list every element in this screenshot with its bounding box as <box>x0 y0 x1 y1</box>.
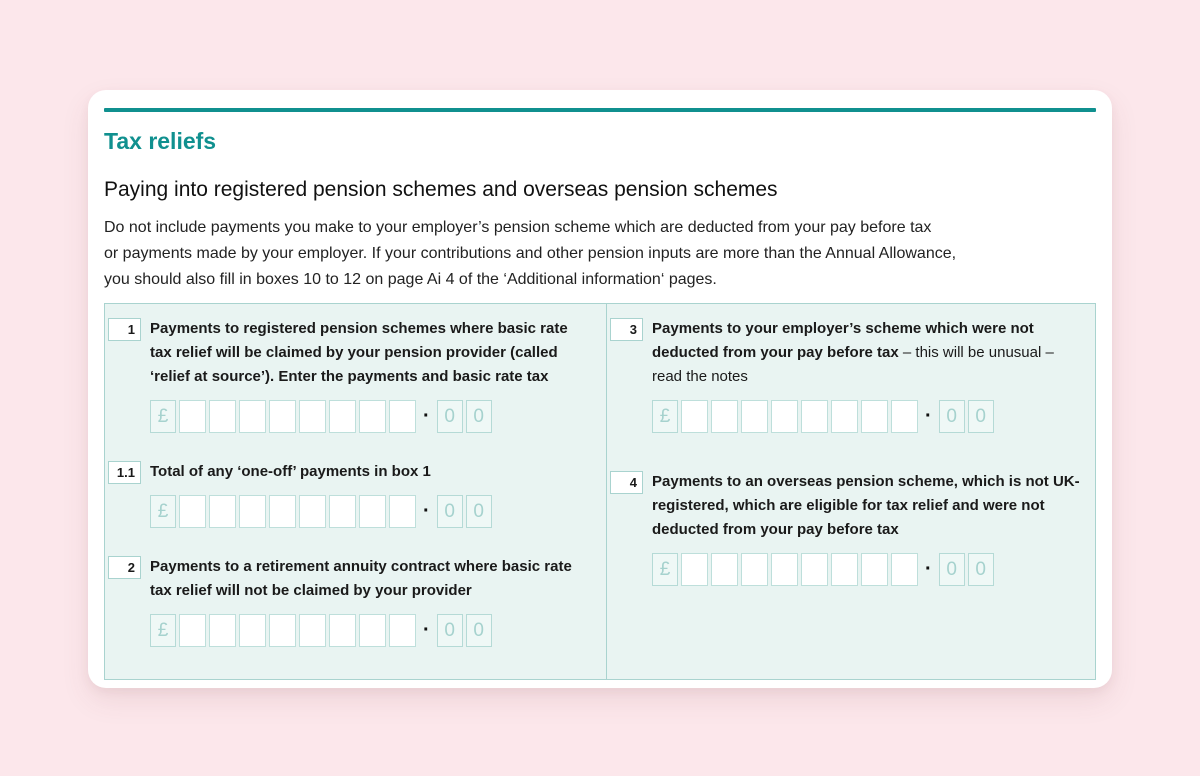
amount-digit-input[interactable] <box>299 614 326 647</box>
pence-zero-cell: 0 <box>939 400 965 433</box>
amount-digit-input[interactable] <box>329 495 356 528</box>
amount-digit-input[interactable] <box>711 400 738 433</box>
box-number-badge: 4 <box>610 471 643 494</box>
form-field-box-1-1 <box>108 460 594 528</box>
amount-digit-input[interactable] <box>299 400 326 433</box>
form-field-box-3 <box>610 317 1083 433</box>
currency-amount-field-box-4 <box>652 553 1083 586</box>
box-number-badge: 2 <box>108 556 141 579</box>
amount-digit-input[interactable] <box>681 400 708 433</box>
amount-digit-input[interactable] <box>741 553 768 586</box>
decimal-point: · <box>925 558 932 580</box>
amount-digit-input[interactable] <box>329 614 356 647</box>
field-label-bold: Payments to an overseas pension scheme, which is not UK-registered, which are eligible for tax relief and were not deducted from your pay before tax <box>652 473 1080 538</box>
field-label <box>652 470 1083 542</box>
pound-symbol: £ <box>652 553 678 586</box>
pence-zero-cell: 0 <box>466 400 492 433</box>
pound-symbol: £ <box>150 495 176 528</box>
accent-rule <box>104 108 1096 112</box>
currency-amount-field-box-1-1 <box>150 495 594 528</box>
form-field-box-2 <box>108 555 594 647</box>
pence-zero-cell: 0 <box>466 614 492 647</box>
form-field-box-4 <box>610 470 1083 586</box>
amount-digit-input[interactable] <box>389 400 416 433</box>
amount-digit-input[interactable] <box>359 400 386 433</box>
amount-digit-input[interactable] <box>801 400 828 433</box>
box-number-badge: 3 <box>610 318 643 341</box>
amount-digit-input[interactable] <box>389 614 416 647</box>
amount-digit-input[interactable] <box>179 614 206 647</box>
form-column-left <box>105 304 606 679</box>
field-label <box>150 555 594 603</box>
amount-digit-input[interactable] <box>771 400 798 433</box>
amount-digit-input[interactable] <box>209 400 236 433</box>
decimal-point: · <box>423 619 430 641</box>
form-field-box-1 <box>108 317 594 433</box>
pence-zero-cell: 0 <box>968 400 994 433</box>
pound-symbol: £ <box>150 614 176 647</box>
amount-digit-input[interactable] <box>359 614 386 647</box>
amount-digit-input[interactable] <box>891 553 918 586</box>
section-subtitle: Paying into registered pension schemes and overseas pension schemes <box>104 178 778 201</box>
pound-symbol: £ <box>150 400 176 433</box>
pence-zero-cell: 0 <box>437 400 463 433</box>
description-line: you should also fill in boxes 10 to 12 on page Ai 4 of the ‘Additional information‘ pages. <box>104 271 717 288</box>
section-description <box>104 215 1096 293</box>
amount-digit-input[interactable] <box>831 553 858 586</box>
description-line: or payments made by your employer. If your contributions and other pension inputs are more than the Annual Allowance, <box>104 245 957 262</box>
currency-amount-field-box-1 <box>150 400 594 433</box>
amount-digit-input[interactable] <box>329 400 356 433</box>
field-label-regular: – this will be unusual – read the notes <box>652 344 1054 385</box>
field-label-bold: Payments to a retirement annuity contract where basic rate tax relief will not be claimed by your provider <box>150 558 572 599</box>
form-card <box>88 90 1112 688</box>
amount-digit-input[interactable] <box>771 553 798 586</box>
field-label <box>652 317 1083 389</box>
form-column-right <box>606 304 1095 679</box>
field-label <box>150 317 594 389</box>
field-label <box>150 460 594 484</box>
amount-digit-input[interactable] <box>179 400 206 433</box>
amount-digit-input[interactable] <box>831 400 858 433</box>
amount-digit-input[interactable] <box>299 495 326 528</box>
amount-digit-input[interactable] <box>239 400 266 433</box>
amount-digit-input[interactable] <box>389 495 416 528</box>
pound-symbol: £ <box>652 400 678 433</box>
box-number-badge: 1.1 <box>108 461 141 484</box>
currency-amount-field-box-3 <box>652 400 1083 433</box>
pence-zero-cell: 0 <box>939 553 965 586</box>
amount-digit-input[interactable] <box>239 614 266 647</box>
tax-relief-form-section <box>104 303 1096 680</box>
amount-digit-input[interactable] <box>861 400 888 433</box>
amount-digit-input[interactable] <box>801 553 828 586</box>
decimal-point: · <box>423 405 430 427</box>
amount-digit-input[interactable] <box>681 553 708 586</box>
decimal-point: · <box>423 500 430 522</box>
pence-zero-cell: 0 <box>466 495 492 528</box>
decimal-point: · <box>925 405 932 427</box>
pence-zero-cell: 0 <box>968 553 994 586</box>
amount-digit-input[interactable] <box>269 495 296 528</box>
pence-zero-cell: 0 <box>437 614 463 647</box>
amount-digit-input[interactable] <box>359 495 386 528</box>
amount-digit-input[interactable] <box>269 614 296 647</box>
amount-digit-input[interactable] <box>239 495 266 528</box>
amount-digit-input[interactable] <box>891 400 918 433</box>
amount-digit-input[interactable] <box>861 553 888 586</box>
box-number-badge: 1 <box>108 318 141 341</box>
amount-digit-input[interactable] <box>209 495 236 528</box>
field-label-bold: Total of any ‘one-off’ payments in box 1 <box>150 463 431 480</box>
pence-zero-cell: 0 <box>437 495 463 528</box>
field-label-bold: Payments to registered pension schemes where basic rate tax relief will be claimed by your pension provider (called ‘relief at source’). Enter the payments and basic rate tax <box>150 320 568 385</box>
amount-digit-input[interactable] <box>209 614 236 647</box>
amount-digit-input[interactable] <box>711 553 738 586</box>
description-line: Do not include payments you make to your employer’s pension scheme which are deducted from your pay before tax <box>104 219 932 236</box>
currency-amount-field-box-2 <box>150 614 594 647</box>
amount-digit-input[interactable] <box>741 400 768 433</box>
amount-digit-input[interactable] <box>269 400 296 433</box>
field-label-bold: Payments to your employer’s scheme which were not deducted from your pay before tax <box>652 320 1034 361</box>
amount-digit-input[interactable] <box>179 495 206 528</box>
page-title: Tax reliefs <box>104 128 217 154</box>
